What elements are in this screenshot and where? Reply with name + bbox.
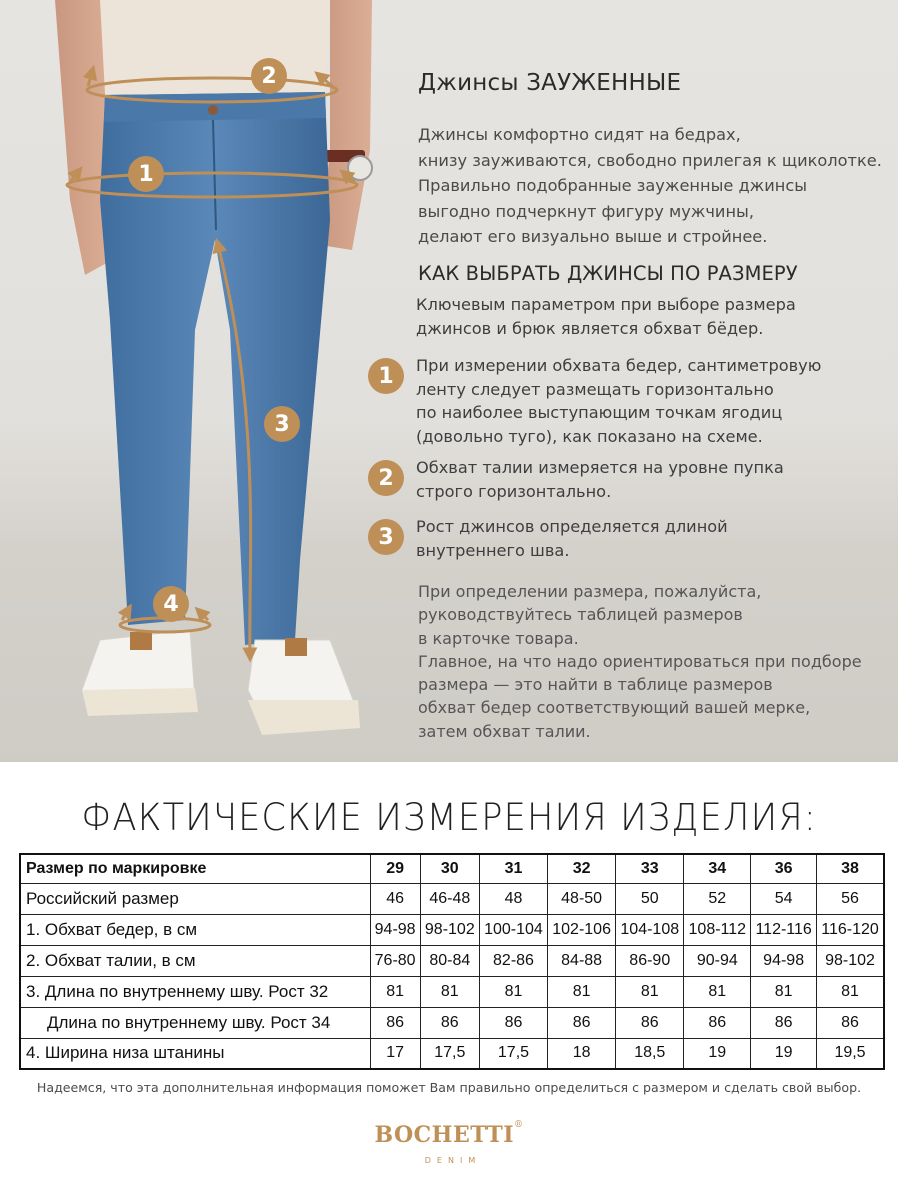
intro-line: Правильно подобранные зауженные джинсы (418, 176, 808, 195)
cell: 52 (684, 883, 751, 914)
table-row (20, 883, 884, 914)
cell: 80-84 (420, 945, 479, 976)
header-size: 33 (616, 854, 684, 883)
photo-marker-1 (128, 156, 164, 192)
cell: 54 (751, 883, 817, 914)
brand-name-text: BOCHETTI (374, 1122, 514, 1148)
cell: 86 (751, 1007, 817, 1038)
photo-marker-2-label: 2 (261, 63, 277, 89)
note-line: в карточке товара. (418, 628, 579, 648)
cell: 100-104 (479, 914, 547, 945)
cell: 86-90 (616, 945, 684, 976)
lead-line: Ключевым параметром при выборе размера (416, 295, 796, 314)
photo-marker-2 (251, 58, 287, 94)
step-text (416, 515, 876, 562)
cell: 94-98 (751, 945, 817, 976)
intro-line: Джинсы комфортно сидят на бедрах, (418, 125, 741, 144)
note-line: При определении размера, пожалуйста, (418, 582, 762, 601)
cell: 81 (616, 976, 684, 1007)
sizing-note (418, 580, 888, 743)
cell: 48-50 (548, 883, 616, 914)
product-title: Джинсы ЗАУЖЕННЫЕ (418, 70, 682, 96)
cell: 84-88 (548, 945, 616, 976)
table-row (20, 1038, 884, 1069)
cell: 90-94 (684, 945, 751, 976)
cell: 76-80 (370, 945, 420, 976)
row-label: Российский размер (20, 883, 370, 914)
step-line: (довольно туго), как показано на схеме. (416, 426, 763, 446)
brand-name (0, 1122, 898, 1148)
note-line: руководствуйтесь таблицей размеров (418, 605, 743, 625)
cell: 86 (370, 1007, 420, 1038)
header-size: 32 (548, 854, 616, 883)
cell: 81 (548, 976, 616, 1007)
cell: 81 (684, 976, 751, 1007)
table-row (20, 1007, 884, 1038)
cell: 81 (420, 976, 479, 1007)
note-line: затем обхват талии. (418, 721, 591, 741)
step-number-badge: 1 (368, 358, 404, 394)
cell: 18,5 (616, 1038, 684, 1069)
header-size: 29 (370, 854, 420, 883)
cell: 86 (548, 1007, 616, 1038)
step-line: Обхват талии измеряется на уровне пупка (416, 458, 784, 477)
intro-line: выгодно подчеркнут фигуру мужчины, (418, 201, 754, 221)
header-size: 30 (420, 854, 479, 883)
measurements-title: ФАКТИЧЕСКИЕ ИЗМЕРЕНИЯ ИЗДЕЛИЯ: (81, 796, 817, 839)
intro-line: делают его визуально выше и стройнее. (418, 227, 768, 246)
cell: 46 (370, 883, 420, 914)
header-size: 31 (479, 854, 547, 883)
photo-marker-4-label: 4 (163, 591, 179, 617)
note-line: размера — это найти в таблице размеров (418, 675, 773, 695)
photo-marker-4 (153, 586, 189, 622)
cell: 56 (817, 883, 884, 914)
cell: 81 (817, 976, 884, 1007)
step-line: ленту следует размещать горизонтально (416, 379, 774, 399)
note-line: обхват бедер соответствующий вашей мерке, (418, 698, 811, 718)
step-number-badge: 2 (368, 460, 404, 496)
registered-mark-icon: ® (513, 1120, 524, 1130)
row-label: 2. Обхват талии, в см (20, 945, 370, 976)
cell: 86 (420, 1007, 479, 1038)
model-photo (0, 0, 400, 762)
cell: 19,5 (817, 1038, 884, 1069)
photo-marker-3 (264, 406, 300, 442)
step-line: внутреннего шва. (416, 540, 570, 560)
header-size: 38 (817, 854, 884, 883)
step-line: При измерении обхвата бедер, сантиметровую (416, 356, 822, 375)
row-label: 3. Длина по внутреннему шву. Рост 32 (20, 976, 370, 1007)
cell: 98-102 (420, 914, 479, 945)
cell: 86 (479, 1007, 547, 1038)
cell: 19 (684, 1038, 751, 1069)
step-text (416, 354, 876, 448)
step-line: Рост джинсов определяется длиной (416, 517, 728, 536)
table-row (20, 976, 884, 1007)
footer-note: Надеемся, что эта дополнительная информация поможет Вам правильно определиться с размером и сделать свой выбор. (36, 1080, 862, 1095)
step-line: по наиболее выступающим точкам ягодиц (416, 403, 783, 422)
step-line: строго горизонтально. (416, 481, 612, 501)
cell: 81 (751, 976, 817, 1007)
cell: 48 (479, 883, 547, 914)
intro-line: книзу зауживаются, свободно прилегая к щиколотке. (418, 150, 882, 170)
photo-marker-1-label: 1 (138, 161, 154, 187)
cell: 17,5 (420, 1038, 479, 1069)
cell: 104-108 (616, 914, 684, 945)
row-label: Длина по внутреннему шву. Рост 34 (20, 1007, 370, 1038)
cell: 86 (616, 1007, 684, 1038)
cell: 102-106 (548, 914, 616, 945)
product-intro (418, 122, 888, 250)
cell: 18 (548, 1038, 616, 1069)
brand-logo (0, 1122, 898, 1165)
step-number-badge: 3 (368, 519, 404, 555)
header-size: 36 (751, 854, 817, 883)
step-text (416, 456, 876, 503)
photo-marker-3-label: 3 (274, 411, 290, 437)
header-size: 34 (684, 854, 751, 883)
cell: 86 (684, 1007, 751, 1038)
cell: 17 (370, 1038, 420, 1069)
size-table (19, 853, 885, 1070)
row-label: 1. Обхват бедер, в см (20, 914, 370, 945)
cell: 108-112 (684, 914, 751, 945)
table-row (20, 945, 884, 976)
lead-line: джинсов и брюк является обхват бёдер. (416, 319, 764, 338)
header-label: Размер по маркировке (20, 854, 370, 883)
how-to-choose-lead (416, 293, 886, 341)
cell: 94-98 (370, 914, 420, 945)
description-column (418, 70, 888, 250)
brand-subline: DENIM (424, 1156, 482, 1165)
cell: 81 (479, 976, 547, 1007)
note-line: Главное, на что надо ориентироваться при подборе (418, 651, 862, 671)
table-header-row (20, 854, 884, 883)
cell: 17,5 (479, 1038, 547, 1069)
cell: 112-116 (751, 914, 817, 945)
cell: 86 (817, 1007, 884, 1038)
cell: 116-120 (817, 914, 884, 945)
cell: 82-86 (479, 945, 547, 976)
cell: 50 (616, 883, 684, 914)
row-label: 4. Ширина низа штанины (20, 1038, 370, 1069)
how-to-choose-heading: КАК ВЫБРАТЬ ДЖИНСЫ ПО РАЗМЕРУ (418, 262, 798, 285)
cell: 46-48 (420, 883, 479, 914)
cell: 19 (751, 1038, 817, 1069)
cell: 98-102 (817, 945, 884, 976)
table-row (20, 914, 884, 945)
cell: 81 (370, 976, 420, 1007)
